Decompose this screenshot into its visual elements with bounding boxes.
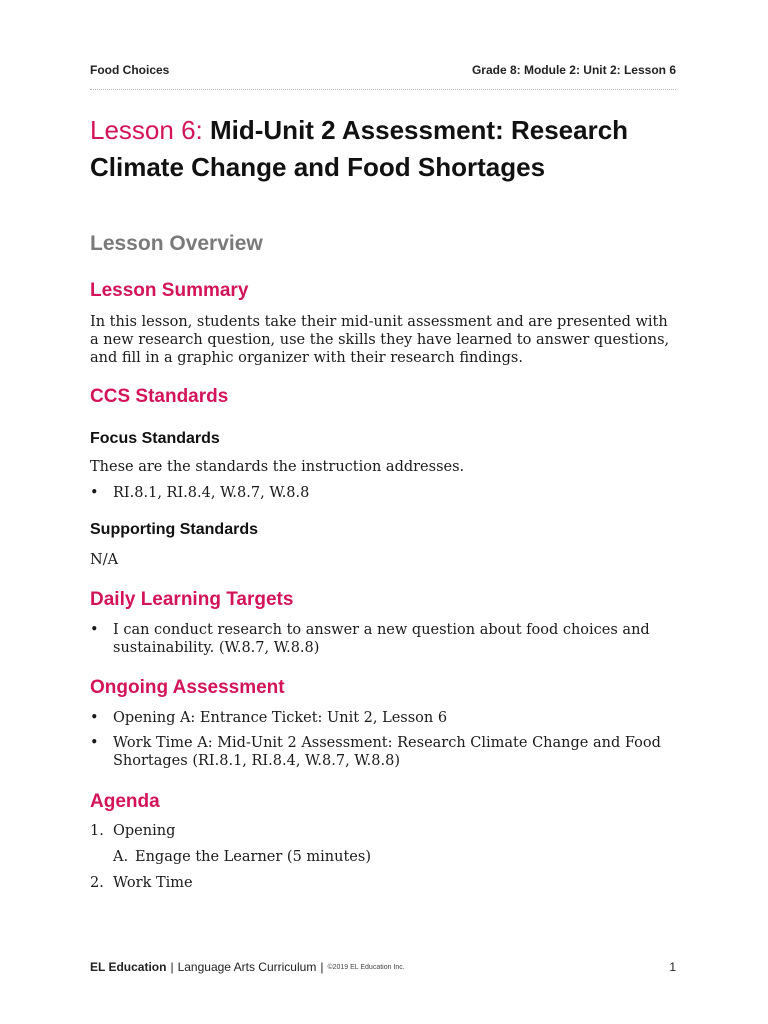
list-item (90, 484, 680, 502)
bullet-glyph: • (90, 622, 99, 638)
agenda-sub-number: A. (113, 849, 129, 865)
header-left: Food Choices (90, 63, 170, 77)
overview-heading: Lesson Overview (90, 232, 263, 255)
footer-curriculum: Language Arts Curriculum (177, 960, 317, 974)
footer-left (90, 960, 405, 974)
agenda-label: Work Time (113, 875, 193, 891)
agenda-number: 1. (90, 823, 104, 839)
agenda-item (90, 874, 193, 892)
assessment-item: Opening A: Entrance Ticket: Unit 2, Lesson 6 (113, 710, 448, 726)
footer-separator: | (320, 960, 324, 974)
agenda-heading: Agenda (90, 791, 160, 812)
ongoing-assessment-heading: Ongoing Assessment (90, 677, 285, 698)
agenda-item (90, 822, 175, 840)
footer-copyright: ©2019 EL Education Inc. (327, 963, 405, 971)
focus-standards-heading: Focus Standards (90, 430, 220, 447)
supporting-standards-heading: Supporting Standards (90, 521, 258, 538)
list-item (90, 709, 680, 727)
bullet-glyph: • (90, 485, 99, 501)
title-lesson-label: Lesson 6: (90, 115, 203, 145)
ccs-standards-heading: CCS Standards (90, 386, 229, 407)
page-footer (90, 960, 676, 974)
lesson-summary-text: In this lesson, students take their mid-unit assessment and are presented with a new research question, use the skills they have learned to answer questions, and fill in a graphic organizer with their research findings. (90, 314, 670, 366)
bullet-glyph: • (90, 735, 99, 751)
footer-separator: | (170, 960, 174, 974)
daily-target-item: I can conduct research to answer a new question about food choices and sustainability. (W.8.7, W.8.8) (113, 622, 650, 656)
page-title (90, 112, 690, 186)
title-text: Mid-Unit 2 Assessment: Research Climate Change and Food Shortages (90, 115, 629, 182)
agenda-sub-label: Engage the Learner (5 minutes) (135, 849, 371, 865)
supporting-standards-text: N/A (90, 552, 119, 568)
el-education-logo: EL Education (90, 960, 167, 974)
focus-standards-intro: These are the standards the instruction addresses. (90, 459, 465, 475)
list-item (90, 734, 680, 770)
daily-targets-heading: Daily Learning Targets (90, 589, 294, 610)
agenda-label: Opening (113, 823, 176, 839)
agenda-number: 2. (90, 875, 104, 891)
page-number: 1 (669, 960, 676, 974)
lesson-summary-heading: Lesson Summary (90, 280, 249, 301)
header-right: Grade 8: Module 2: Unit 2: Lesson 6 (471, 63, 676, 77)
bullet-glyph: • (90, 710, 99, 726)
page-header (90, 63, 676, 90)
focus-standard-item: RI.8.1, RI.8.4, W.8.7, W.8.8 (113, 485, 310, 501)
agenda-subitem (113, 848, 371, 866)
assessment-item: Work Time A: Mid-Unit 2 Assessment: Research Climate Change and Food Shortages (RI.8.1, RI.8.4, W.8.7, W.8.8) (113, 735, 661, 769)
list-item (90, 621, 680, 657)
